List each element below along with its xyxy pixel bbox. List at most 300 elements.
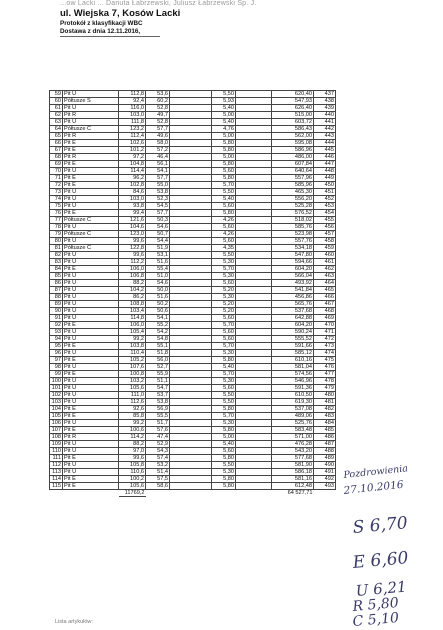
column-gap (236, 259, 272, 266)
row-number: 111 (50, 455, 63, 462)
handwritten-price-c: C 5,10 (352, 609, 400, 630)
column-gap (236, 308, 272, 315)
class-label: Pit U (63, 315, 119, 322)
table-row (50, 378, 336, 385)
meat-percent-cell: 55,4 (146, 266, 170, 273)
meat-percent-cell: 55,2 (146, 322, 170, 329)
class-label: Pit E (63, 322, 119, 329)
row-number: 107 (50, 427, 63, 434)
price-cell: 5,30 (212, 378, 236, 385)
price-cell: 5,00 (212, 133, 236, 140)
id-cell: 485 (314, 427, 336, 434)
class-label: Pit U (63, 252, 119, 259)
row-number: 63 (50, 119, 63, 126)
class-label: Pit E (63, 210, 119, 217)
column-gap (170, 203, 212, 210)
row-number: 82 (50, 252, 63, 259)
column-gap (236, 217, 272, 224)
class-label: Półtusze C (63, 217, 119, 224)
class-label: Pit E (63, 371, 119, 378)
company-address: ul. Wiejska 7, Kosów Lacki (60, 8, 181, 19)
column-gap (170, 462, 212, 469)
class-label: Pit E (63, 161, 119, 168)
row-number: 68 (50, 154, 63, 161)
weight-cell: 99,2 (119, 420, 146, 427)
column-gap (236, 434, 272, 441)
meat-percent-cell: 57,7 (146, 175, 170, 182)
weight-cell: 85,8 (119, 413, 146, 420)
id-cell: 441 (314, 119, 336, 126)
meat-percent-cell: 54,6 (146, 224, 170, 231)
price-cell: 5,93 (212, 98, 236, 105)
meat-percent-cell: 57,5 (146, 476, 170, 483)
table-row (50, 98, 336, 105)
value-cell: 476,28 (272, 441, 314, 448)
column-gap (236, 420, 272, 427)
column-gap (170, 413, 212, 420)
column-gap (236, 175, 272, 182)
weight-cell: 96,2 (119, 175, 146, 182)
weight-cell: 123,2 (119, 126, 146, 133)
row-number: 98 (50, 364, 63, 371)
class-label: Pit E (63, 140, 119, 147)
price-cell: 5,30 (212, 294, 236, 301)
row-number: 88 (50, 294, 63, 301)
value-cell: 574,56 (272, 371, 314, 378)
value-cell: 546,96 (272, 378, 314, 385)
column-gap (170, 112, 212, 119)
column-gap (236, 203, 272, 210)
class-label: Półtusze C (63, 126, 119, 133)
row-number: 104 (50, 406, 63, 413)
column-gap (236, 91, 272, 98)
column-gap (170, 399, 212, 406)
row-number: 76 (50, 210, 63, 217)
value-cell: 571,00 (272, 434, 314, 441)
column-gap (236, 210, 272, 217)
id-cell: 491 (314, 469, 336, 476)
class-label: Pit U (63, 364, 119, 371)
value-cell: 586,43 (272, 126, 314, 133)
column-gap (236, 266, 272, 273)
meat-percent-cell: 50,7 (146, 231, 170, 238)
meat-percent-cell: 55,1 (146, 343, 170, 350)
weight-cell: 102,8 (119, 182, 146, 189)
weight-cell: 114,4 (119, 168, 146, 175)
class-label: Pit U (63, 294, 119, 301)
price-cell: 4,26 (212, 231, 236, 238)
price-cell: 5,20 (212, 301, 236, 308)
column-gap (236, 427, 272, 434)
value-cell: 562,00 (272, 133, 314, 140)
weight-cell: 103,2 (119, 378, 146, 385)
price-cell: 5,30 (212, 259, 236, 266)
value-cell: 525,28 (272, 203, 314, 210)
meat-percent-cell: 57,6 (146, 427, 170, 434)
meat-percent-cell: 56,1 (146, 161, 170, 168)
table-row (50, 322, 336, 329)
value-cell: 537,68 (272, 308, 314, 315)
meat-percent-cell: 55,9 (146, 371, 170, 378)
value-cell: 565,76 (272, 301, 314, 308)
id-cell: 458 (314, 238, 336, 245)
table-row (50, 308, 336, 315)
id-cell: 444 (314, 140, 336, 147)
column-gap (236, 413, 272, 420)
table-row (50, 140, 336, 147)
meat-percent-cell: 50,2 (146, 301, 170, 308)
column-gap (236, 245, 272, 252)
handwritten-price-s: S 6,70 (352, 513, 409, 538)
class-label: Pit U (63, 119, 119, 126)
table-row (50, 427, 336, 434)
value-cell: 537,08 (272, 406, 314, 413)
column-gap (170, 280, 212, 287)
meat-percent-cell: 52,7 (146, 364, 170, 371)
value-cell: 486,00 (272, 154, 314, 161)
table-row (50, 476, 336, 483)
totals-empty-cell (170, 490, 212, 497)
column-gap (170, 245, 212, 252)
value-cell: 534,18 (272, 245, 314, 252)
row-number: 69 (50, 161, 63, 168)
price-cell: 5,40 (212, 119, 236, 126)
row-number: 64 (50, 126, 63, 133)
table-row (50, 413, 336, 420)
weight-cell: 104,6 (119, 224, 146, 231)
column-gap (170, 238, 212, 245)
weight-cell: 86,2 (119, 294, 146, 301)
column-gap (170, 273, 212, 280)
price-cell: 5,60 (212, 168, 236, 175)
id-cell: 454 (314, 210, 336, 217)
meat-percent-cell: 57,4 (146, 455, 170, 462)
price-cell: 5,80 (212, 406, 236, 413)
id-cell: 476 (314, 364, 336, 371)
column-gap (236, 385, 272, 392)
value-cell: 541,84 (272, 287, 314, 294)
class-label: Pit U (63, 420, 119, 427)
value-cell: 610,16 (272, 357, 314, 364)
column-gap (170, 147, 212, 154)
id-cell: 468 (314, 308, 336, 315)
table-body (50, 91, 336, 497)
price-cell: 5,80 (212, 483, 236, 490)
table-row (50, 161, 336, 168)
weight-cell: 99,2 (119, 336, 146, 343)
id-cell: 451 (314, 189, 336, 196)
delivery-date: Dostawa z dnia 12.11.2016, (60, 28, 141, 35)
value-cell: 642,88 (272, 315, 314, 322)
column-gap (170, 175, 212, 182)
price-cell: 5,00 (212, 112, 236, 119)
value-cell: 523,98 (272, 231, 314, 238)
column-gap (236, 399, 272, 406)
table-row (50, 392, 336, 399)
table-row (50, 231, 336, 238)
meat-percent-cell: 54,1 (146, 168, 170, 175)
price-cell: 5,80 (212, 476, 236, 483)
weight-cell: 103,0 (119, 196, 146, 203)
column-gap (170, 168, 212, 175)
price-cell: 5,20 (212, 308, 236, 315)
weight-cell: 105,2 (119, 357, 146, 364)
column-gap (170, 483, 212, 490)
column-gap (170, 441, 212, 448)
column-gap (236, 231, 272, 238)
weight-cell: 102,6 (119, 140, 146, 147)
meat-percent-cell: 51,9 (146, 245, 170, 252)
column-gap (170, 133, 212, 140)
class-label: Pit U (63, 287, 119, 294)
class-label: Pit U (63, 399, 119, 406)
column-gap (170, 336, 212, 343)
id-cell: 489 (314, 455, 336, 462)
class-label: Pit U (63, 448, 119, 455)
weight-cell: 92,6 (119, 406, 146, 413)
column-gap (236, 154, 272, 161)
row-number: 110 (50, 448, 63, 455)
price-cell: 5,80 (212, 140, 236, 147)
class-label: Półtusze S (63, 98, 119, 105)
price-cell: 5,60 (212, 448, 236, 455)
table-row (50, 315, 336, 322)
weight-cell: 99,4 (119, 210, 146, 217)
id-cell: 483 (314, 413, 336, 420)
id-cell: 440 (314, 112, 336, 119)
column-gap (170, 350, 212, 357)
meat-percent-cell: 52,8 (146, 119, 170, 126)
value-cell: 555,52 (272, 336, 314, 343)
price-cell: 5,80 (212, 175, 236, 182)
meat-percent-cell: 54,1 (146, 315, 170, 322)
value-cell: 547,80 (272, 252, 314, 259)
column-gap (236, 322, 272, 329)
row-number: 65 (50, 133, 63, 140)
price-cell: 4,76 (212, 126, 236, 133)
value-cell: 557,96 (272, 175, 314, 182)
meat-percent-cell: 57,7 (146, 210, 170, 217)
totals-empty-cell (212, 490, 236, 497)
column-gap (170, 371, 212, 378)
id-cell: 457 (314, 231, 336, 238)
value-cell: 577,68 (272, 455, 314, 462)
column-gap (170, 308, 212, 315)
class-label: Pit U (63, 385, 119, 392)
column-gap (236, 301, 272, 308)
meat-percent-cell: 51,7 (146, 420, 170, 427)
meat-percent-cell: 51,6 (146, 294, 170, 301)
value-cell: 603,72 (272, 119, 314, 126)
id-cell: 456 (314, 224, 336, 231)
class-label: Pit U (63, 91, 119, 98)
column-gap (170, 392, 212, 399)
class-label: Pit U (63, 329, 119, 336)
class-label: Pit E (63, 413, 119, 420)
class-label: Pit E (63, 427, 119, 434)
weight-cell: 100,8 (119, 371, 146, 378)
id-cell: 447 (314, 161, 336, 168)
column-gap (170, 420, 212, 427)
row-number: 66 (50, 140, 63, 147)
class-label: Pit U (63, 378, 119, 385)
id-cell: 450 (314, 182, 336, 189)
column-gap (236, 441, 272, 448)
class-label: Półtusze C (63, 231, 119, 238)
id-cell: 455 (314, 217, 336, 224)
class-label: Pit E (63, 266, 119, 273)
table-row (50, 280, 336, 287)
row-number: 93 (50, 329, 63, 336)
class-label: Pit E (63, 483, 119, 490)
price-cell: 5,70 (212, 322, 236, 329)
id-cell: 443 (314, 133, 336, 140)
id-cell: 437 (314, 91, 336, 98)
row-number: 97 (50, 357, 63, 364)
weight-cell: 103,4 (119, 308, 146, 315)
class-label: Pit R (63, 133, 119, 140)
price-cell: 5,80 (212, 161, 236, 168)
weight-cell: 112,2 (119, 259, 146, 266)
value-cell: 619,30 (272, 399, 314, 406)
price-cell: 5,70 (212, 182, 236, 189)
protocol-title: Protokół z klasyfikacji WBC (60, 20, 143, 27)
row-number: 112 (50, 462, 63, 469)
class-label: Pit U (63, 273, 119, 280)
column-gap (170, 385, 212, 392)
column-gap (170, 161, 212, 168)
table-row (50, 112, 336, 119)
table-row (50, 105, 336, 112)
value-cell: 557,76 (272, 238, 314, 245)
weight-cell: 110,4 (119, 350, 146, 357)
table-row (50, 224, 336, 231)
row-number: 84 (50, 266, 63, 273)
table-row (50, 147, 336, 154)
column-gap (170, 315, 212, 322)
id-cell: 479 (314, 385, 336, 392)
price-cell: 5,60 (212, 315, 236, 322)
id-cell: 464 (314, 280, 336, 287)
totals-empty-cell (146, 490, 170, 497)
table-row (50, 455, 336, 462)
table-row (50, 196, 336, 203)
column-gap (236, 483, 272, 490)
column-gap (236, 392, 272, 399)
weight-cell: 100,2 (119, 476, 146, 483)
meat-percent-cell: 55,0 (146, 182, 170, 189)
weight-cell: 101,2 (119, 147, 146, 154)
column-gap (236, 126, 272, 133)
table-row (50, 399, 336, 406)
class-label: Pit U (63, 168, 119, 175)
meat-percent-cell: 49,6 (146, 133, 170, 140)
total-weight: 11769,2 (119, 490, 146, 497)
weight-cell: 92,4 (119, 98, 146, 105)
weight-cell: 105,6 (119, 483, 146, 490)
price-cell: 5,70 (212, 413, 236, 420)
id-cell: 461 (314, 259, 336, 266)
column-gap (170, 448, 212, 455)
column-gap (236, 350, 272, 357)
weight-cell: 116,0 (119, 105, 146, 112)
meat-percent-cell: 50,0 (146, 287, 170, 294)
row-number: 114 (50, 476, 63, 483)
price-cell: 5,70 (212, 371, 236, 378)
weight-cell: 99,6 (119, 238, 146, 245)
row-number: 94 (50, 336, 63, 343)
meat-percent-cell: 51,4 (146, 469, 170, 476)
row-number: 80 (50, 238, 63, 245)
header-rule (60, 36, 160, 37)
meat-percent-cell: 54,8 (146, 336, 170, 343)
row-number: 61 (50, 105, 63, 112)
class-label: Pit U (63, 336, 119, 343)
column-gap (170, 455, 212, 462)
table-row (50, 245, 336, 252)
table-row (50, 189, 336, 196)
price-cell: 5,70 (212, 343, 236, 350)
column-gap (170, 217, 212, 224)
meat-percent-cell: 53,7 (146, 392, 170, 399)
meat-percent-cell: 51,0 (146, 273, 170, 280)
weight-cell: 88,2 (119, 441, 146, 448)
class-label: Pit E (63, 182, 119, 189)
column-gap (236, 448, 272, 455)
table-row (50, 175, 336, 182)
id-cell: 470 (314, 322, 336, 329)
table-row (50, 133, 336, 140)
table-row (50, 287, 336, 294)
value-cell: 585,12 (272, 350, 314, 357)
column-gap (236, 147, 272, 154)
meat-percent-cell: 51,6 (146, 259, 170, 266)
id-cell: 448 (314, 168, 336, 175)
row-number: 70 (50, 168, 63, 175)
table-row (50, 210, 336, 217)
value-cell: 547,93 (272, 98, 314, 105)
id-cell: 488 (314, 448, 336, 455)
weight-cell: 93,8 (119, 203, 146, 210)
meat-percent-cell: 55,5 (146, 413, 170, 420)
price-cell: 5,40 (212, 364, 236, 371)
column-gap (170, 343, 212, 350)
meat-percent-cell: 58,0 (146, 140, 170, 147)
price-cell: 5,30 (212, 469, 236, 476)
column-gap (236, 294, 272, 301)
row-number: 100 (50, 378, 63, 385)
column-gap (170, 357, 212, 364)
weight-cell: 121,6 (119, 217, 146, 224)
price-cell: 5,20 (212, 287, 236, 294)
column-gap (236, 119, 272, 126)
weight-cell: 108,8 (119, 301, 146, 308)
table-row (50, 252, 336, 259)
id-cell: 438 (314, 98, 336, 105)
class-label: Pit U (63, 441, 119, 448)
value-cell: 583,48 (272, 427, 314, 434)
column-gap (236, 161, 272, 168)
meat-percent-cell: 47,4 (146, 434, 170, 441)
value-cell: 626,40 (272, 105, 314, 112)
row-number: 81 (50, 245, 63, 252)
row-number: 92 (50, 322, 63, 329)
table-row (50, 434, 336, 441)
meat-percent-cell: 58,6 (146, 483, 170, 490)
table-row (50, 154, 336, 161)
price-cell: 5,60 (212, 224, 236, 231)
weight-cell: 105,4 (119, 329, 146, 336)
